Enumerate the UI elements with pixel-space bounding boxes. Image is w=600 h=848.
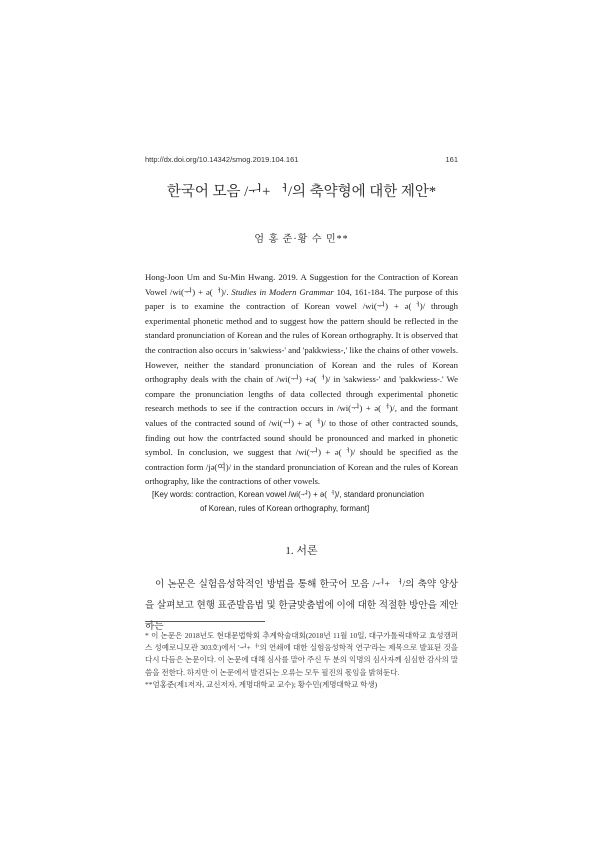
footnote-divider [145, 621, 265, 622]
abstract-body: The purpose of this paper is to examine the contraction of Korean vowel /wi(ᅱ) + ə(ᅥ)/ through experimental phonetic method and to suggest how the pattern should be reflected in the standard pronunciation of Korean and the rules of Korean orthography. It is observed that the contraction also occurs in 'sakwiess-' and 'pakkwiess-,' like the chains of other vowels. However, neither the standard pronunciation of Korean and the rules of Korean orthography deals with the chain of /wi(ᅱ) +ə(ᅥ)/ in 'sakwiess-' and 'pakkwiess-.' We compare the pronunciation lengths of data collected through experimental phonetic research methods to see if the contraction occurs in /wi(ᅱ) + ə(ᅥ)/, and the formant values of the contracted sound of /wi(ᅱ) + ə(ᅥ)/ to those of other contracted sounds, finding out how the contrfacted sound should be pronounced and marked in phonetic symbol. In conclusion, we suggest that /wi(ᅱ) + ə(ᅥ)/ should be specified as the contraction form /jə(여)/ in the standard pronunciation of Korean and the rules of Korean orthography, like the contractions of other vowels. [145, 286, 458, 487]
abstract [145, 270, 458, 489]
section-heading-introduction: 1. 서론 [285, 545, 318, 557]
keywords-line-1: [Key words: contraction, Korean vowel /wi(ᅱ) + ə(ᅥ)/, standard pronunciation [152, 490, 425, 499]
author-names: 엄 홍 준·황 수 민** [254, 234, 349, 245]
footnote-authors: **엄홍준(제1저자, 교신저자, 계명대학교 교수); 황수민(계명대학교 학생) [145, 679, 378, 689]
keywords [152, 488, 452, 516]
abstract-citation-suffix: 104, 161-184. [333, 286, 386, 297]
journal-name: Studies in Modern Grammar [231, 286, 334, 297]
keywords-line-2: of Korean, rules of Korean orthography, formant] [200, 504, 370, 513]
paper-title: 한국어 모음 /ᅱ+ ᅥ/의 축약형에 대한 제안* [166, 184, 437, 200]
page-header [145, 155, 458, 164]
introduction-paragraph: 이 논문은 실험음성학적인 방법을 통해 한국어 모음 /ᅱ+ ᅥ/의 축약 양상을 살펴보고 현행 표준발음법 및 한글맞춤법에 이에 대한 적절한 방안을 제안하는 [145, 579, 458, 632]
footnotes [145, 630, 458, 691]
page-number: 161 [445, 155, 458, 164]
doi-link[interactable]: http://dx.doi.org/10.14342/smog.2019.104.161 [145, 155, 299, 164]
abstract-citation-prefix: Hong-Joon Um and Su-Min Hwang. 2019. A Suggestion for the Contraction of Korean Vowel /wi(ᅱ) + ə(ᅥ)/. [145, 272, 458, 297]
footnote-acknowledgement: * 이 논문은 2018년도 현대문법학회 추계학술대회(2018년 11월 10일, 대구가톨릭대학교 효성캠퍼스 성예로니모관 303호)에서 'ᅱ+ᅥ'의 연쇄에 대한 실험음성학적 연구'라는 제목으로 발표된 것을 다시 다듬은 논문이다. 이 논문에 대해 심사를 맡아 주신 두 분의 익명의 심사자께 심심한 감사의 말씀을 전한다. 하지만 이 논문에서 발견되는 오류는 모두 필진의 몫임을 밝혀둔다. [145, 631, 458, 677]
